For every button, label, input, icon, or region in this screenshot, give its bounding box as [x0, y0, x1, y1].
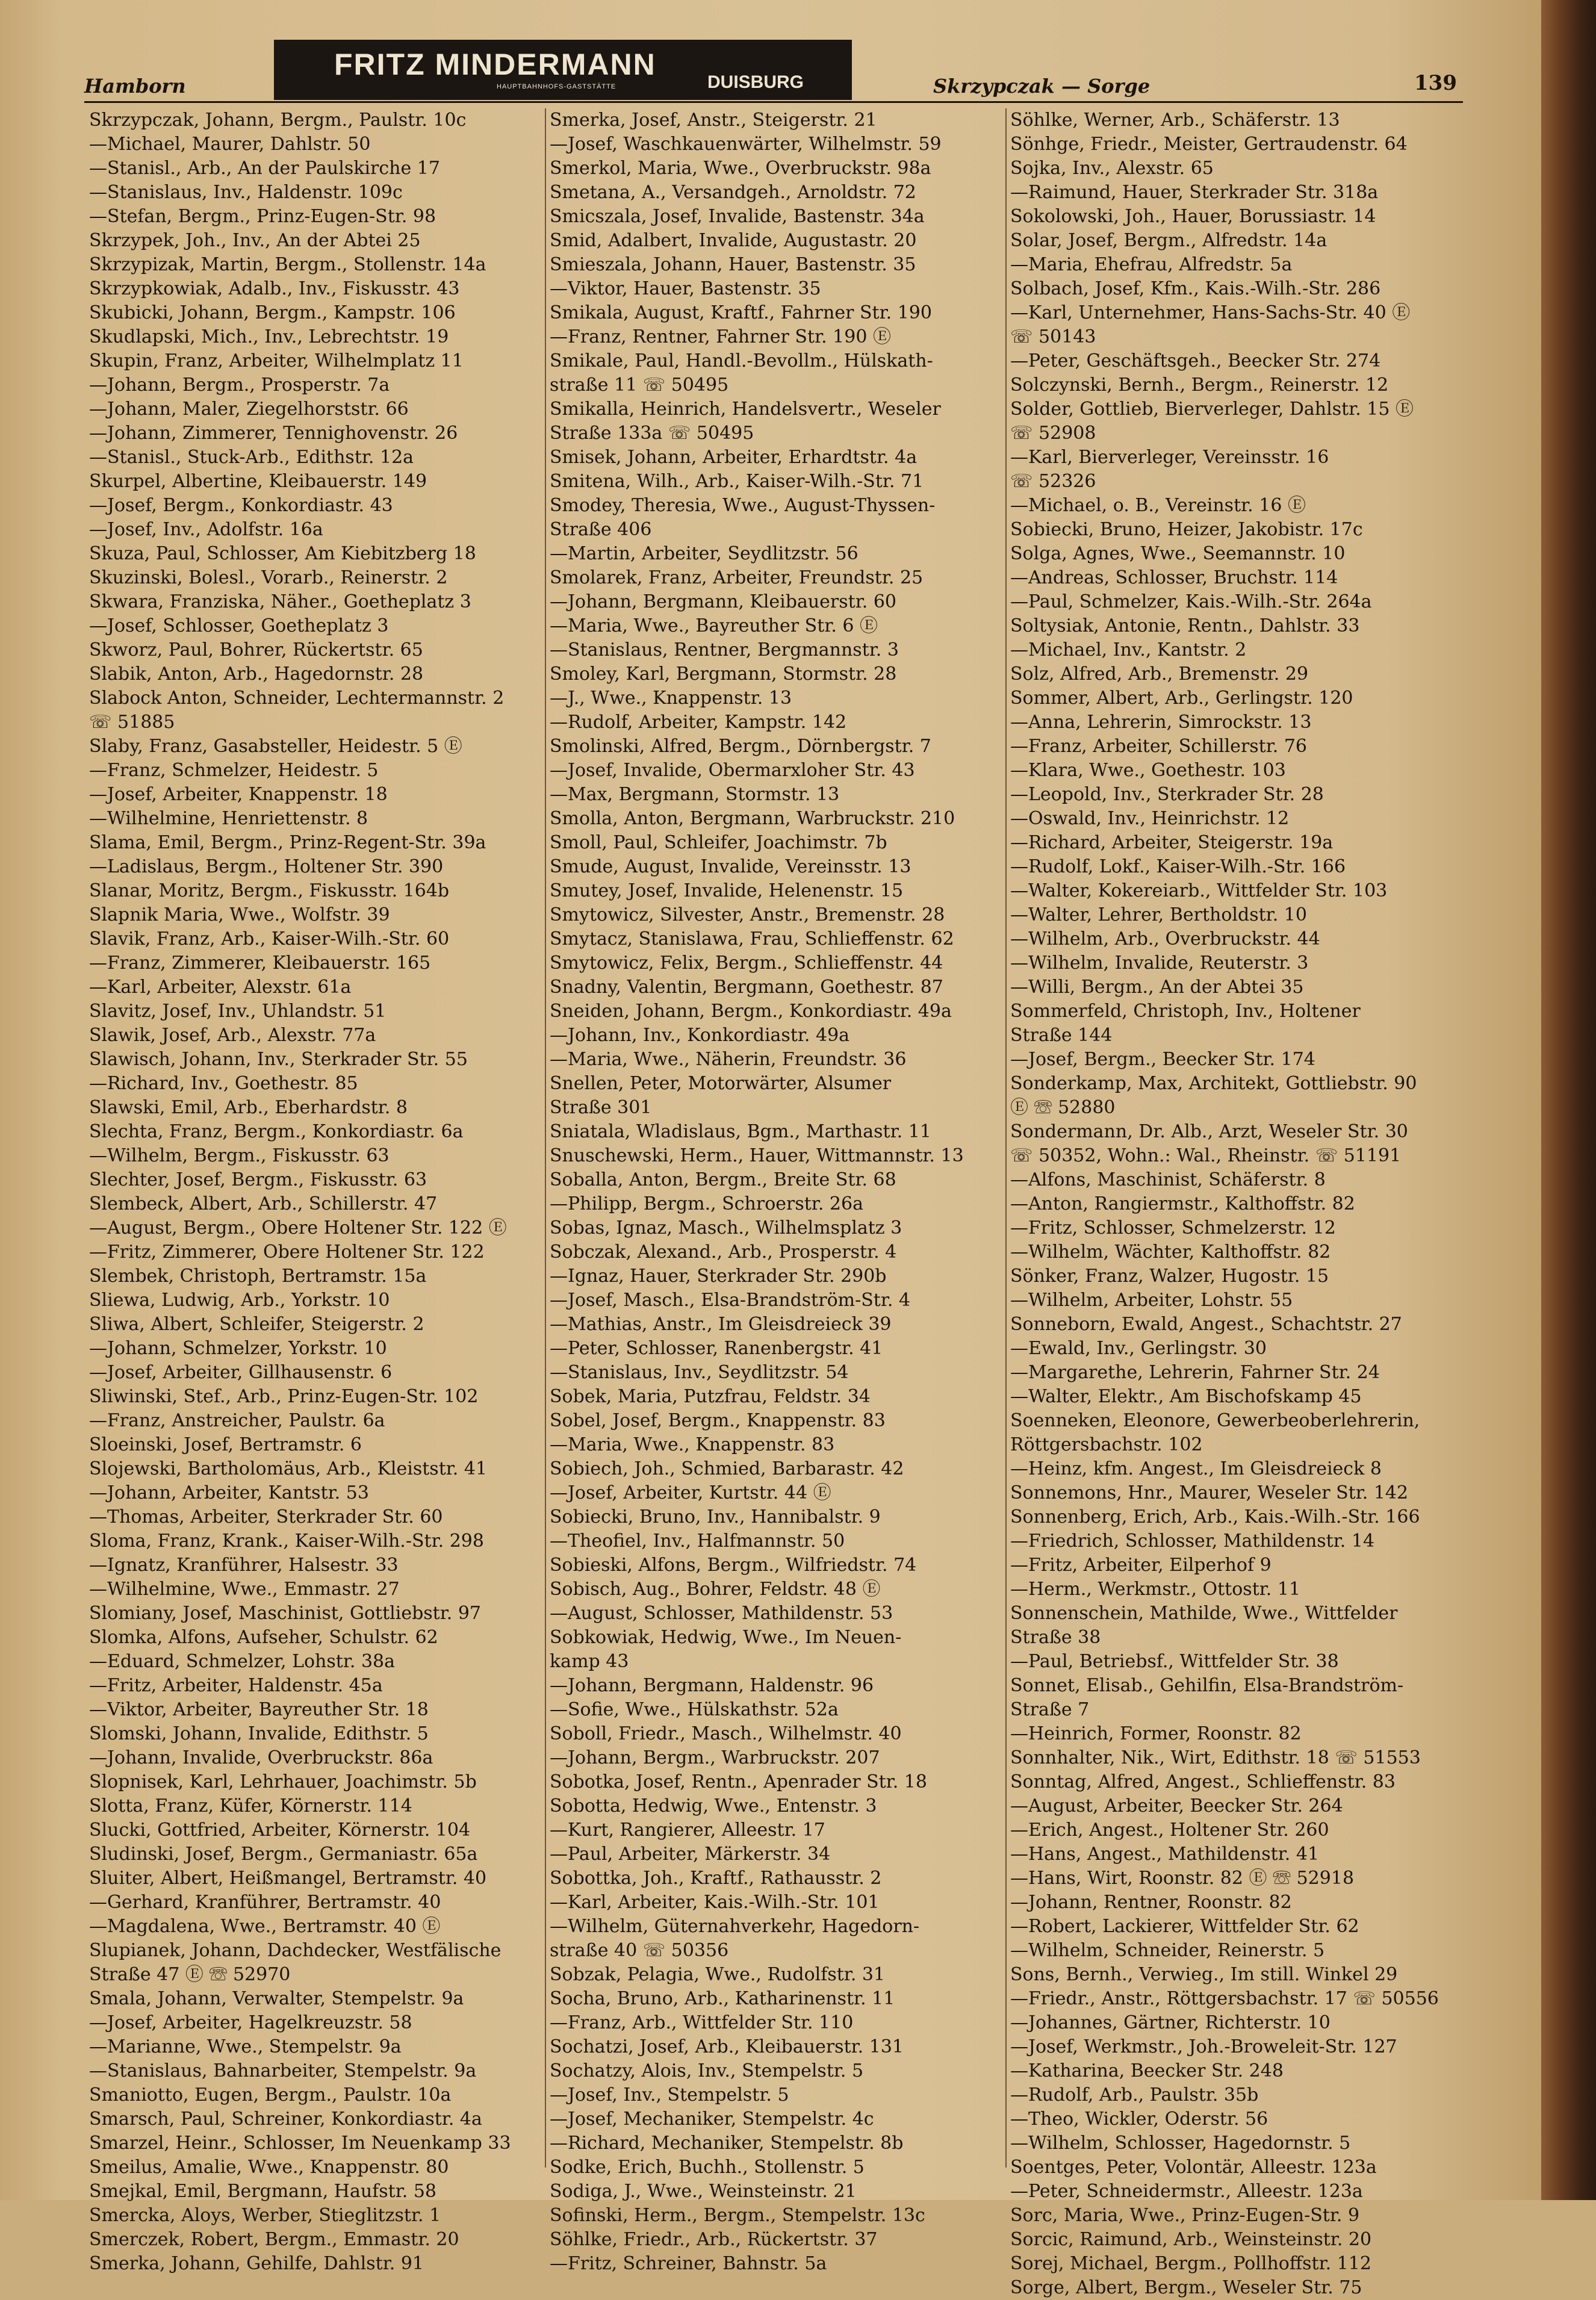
- directory-entry: Sofinski, Herm., Bergm., Stempelstr. 13c: [550, 2205, 925, 2226]
- directory-entry: —Ignatz, Kranführer, Halsestr. 33: [89, 1555, 399, 1576]
- directory-entry: kamp 43: [550, 1651, 629, 1672]
- directory-column-1: [89, 108, 547, 2276]
- directory-entry: Slechter, Josef, Bergm., Fiskusstr. 63: [89, 1169, 427, 1190]
- directory-entry: Smetana, A., Versandgeh., Arnoldstr. 72: [550, 182, 916, 203]
- directory-entry: Smicszala, Josef, Invalide, Bastenstr. 34a: [550, 206, 925, 227]
- directory-entry: —Johann, Inv., Konkordiastr. 49a: [550, 1025, 850, 1046]
- directory-entry: Smercka, Aloys, Werber, Stieglitzstr. 1: [89, 2205, 441, 2226]
- directory-entry: Sonnenschein, Mathilde, Wwe., Wittfelder: [1010, 1603, 1398, 1624]
- directory-entry: —Johann, Invalide, Overbruckstr. 86a: [89, 1747, 433, 1768]
- directory-entry: Sonnemons, Hnr., Maurer, Weseler Str. 142: [1010, 1482, 1409, 1503]
- directory-entry: Smejkal, Emil, Bergmann, Haufstr. 58: [89, 2181, 437, 2202]
- directory-entry: —Josef, Mechaniker, Stempelstr. 4c: [550, 2109, 874, 2130]
- directory-entry: —Ignaz, Hauer, Sterkrader Str. 290b: [550, 1266, 887, 1287]
- directory-entry: Sonneborn, Ewald, Angest., Schachtstr. 27: [1010, 1314, 1402, 1335]
- directory-entry: —Fritz, Schlosser, Schmelzerstr. 12: [1010, 1217, 1336, 1239]
- directory-entry: —Wilhelm, Arbeiter, Lohstr. 55: [1010, 1290, 1293, 1311]
- directory-entry: —Raimund, Hauer, Sterkrader Str. 318a: [1010, 182, 1379, 203]
- directory-entry: Skuza, Paul, Schlosser, Am Kiebitzberg 18: [89, 543, 476, 564]
- directory-entry: Smytowicz, Felix, Bergm., Schlieffenstr. 44: [550, 953, 943, 974]
- directory-entry: —Heinz, kfm. Angest., Im Gleisdreieck 8: [1010, 1458, 1382, 1479]
- directory-entry: —Wilhelm, Wächter, Kalthoffstr. 82: [1010, 1242, 1331, 1263]
- directory-entry: Smid, Adalbert, Invalide, Augustastr. 20: [550, 230, 917, 251]
- directory-entry: straße 11 ☏ 50495: [550, 375, 729, 396]
- directory-entry: —Franz, Zimmerer, Kleibauerstr. 165: [89, 953, 431, 974]
- directory-entry: —Erich, Angest., Holtener Str. 260: [1010, 1820, 1329, 1841]
- directory-entry: —Magdalena, Wwe., Bertramstr. 40 Ⓔ: [89, 1916, 441, 1937]
- directory-entry: —Franz, Arb., Wittfelder Str. 110: [550, 2012, 854, 2033]
- directory-entry: —Fritz, Schreiner, Bahnstr. 5a: [550, 2253, 827, 2274]
- directory-entry: —Sofie, Wwe., Hülskathstr. 52a: [550, 1699, 839, 1720]
- directory-entry: —Wilhelmine, Wwe., Emmastr. 27: [89, 1579, 400, 1600]
- directory-entry: Sniatala, Wladislaus, Bgm., Marthastr. 11: [550, 1121, 931, 1142]
- directory-entry: —Katharina, Beecker Str. 248: [1010, 2060, 1284, 2081]
- directory-entry: Skudlapski, Mich., Inv., Lebrechtstr. 19: [89, 326, 449, 347]
- directory-entry: —Richard, Inv., Goethestr. 85: [89, 1073, 358, 1094]
- directory-entry: —Johannes, Gärtner, Richterstr. 10: [1010, 2012, 1331, 2033]
- directory-entry: Slopnisek, Karl, Lehrhauer, Joachimstr. 5b: [89, 1771, 477, 1792]
- directory-column-2: [550, 108, 1007, 2276]
- directory-entry: Sokolowski, Joh., Hauer, Borussiastr. 14: [1010, 206, 1376, 227]
- directory-entry: Slapnik Maria, Wwe., Wolfstr. 39: [89, 904, 390, 925]
- directory-entry: —Wilhelm, Schlosser, Hagedornstr. 5: [1010, 2133, 1351, 2154]
- directory-entry: Röttgersbachstr. 102: [1010, 1434, 1203, 1455]
- directory-entry: Skurpel, Albertine, Kleibauerstr. 149: [89, 471, 427, 492]
- directory-entry: —Rudolf, Arbeiter, Kampstr. 142: [550, 712, 847, 733]
- directory-entry: Sochatzi, Josef, Arb., Kleibauerstr. 131: [550, 2036, 904, 2057]
- directory-entry: Sommerfeld, Christoph, Inv., Holtener: [1010, 1001, 1361, 1022]
- directory-entry: —Karl, Arbeiter, Kais.-Wilh.-Str. 101: [550, 1892, 880, 1913]
- directory-entry: —Theo, Wickler, Oderstr. 56: [1010, 2109, 1268, 2130]
- directory-entry: Sons, Bernh., Verwieg., Im still. Winkel 29: [1010, 1964, 1398, 1985]
- directory-entry: straße 40 ☏ 50356: [550, 1940, 729, 1961]
- directory-entry: Straße 38: [1010, 1627, 1101, 1648]
- directory-entry: Skrzypizak, Martin, Bergm., Stollenstr. 14a: [89, 254, 486, 275]
- directory-entry: Smodey, Theresia, Wwe., August-Thyssen-: [550, 495, 936, 516]
- directory-entry: Straße 133a ☏ 50495: [550, 423, 754, 444]
- directory-entry: Smieszala, Johann, Hauer, Bastenstr. 35: [550, 254, 916, 275]
- directory-entry: Slomka, Alfons, Aufseher, Schulstr. 62: [89, 1627, 438, 1648]
- directory-entry: Smytowicz, Silvester, Anstr., Bremenstr. 28: [550, 904, 945, 925]
- directory-entry: Sobiecki, Bruno, Inv., Hannibalstr. 9: [550, 1506, 881, 1528]
- directory-entry: Soentges, Peter, Volontär, Alleestr. 123a: [1010, 2157, 1377, 2178]
- directory-entry: —Max, Bergmann, Stormstr. 13: [550, 784, 840, 805]
- directory-entry: Söhlke, Friedr., Arb., Rückertstr. 37: [550, 2229, 878, 2250]
- directory-entry: —Peter, Schneidermstr., Alleestr. 123a: [1010, 2181, 1363, 2202]
- directory-entry: —Michael, Inv., Kantstr. 2: [1010, 639, 1247, 660]
- directory-entry: Skwara, Franziska, Näher., Goetheplatz 3: [89, 591, 471, 612]
- directory-entry: Sobiech, Joh., Schmied, Barbarastr. 42: [550, 1458, 904, 1479]
- directory-entry: Smarzel, Heinr., Schlosser, Im Neuenkamp 33: [89, 2133, 511, 2154]
- directory-entry: —Josef, Waschkauenwärter, Wilhelmstr. 59: [550, 134, 942, 155]
- directory-entry: —Thomas, Arbeiter, Sterkrader Str. 60: [89, 1506, 443, 1528]
- directory-entry: Sorcic, Raimund, Arb., Weinsteinstr. 20: [1010, 2229, 1372, 2250]
- directory-entry: —Wilhelm, Güternahverkehr, Hagedorn-: [550, 1916, 920, 1937]
- directory-entry: —Wilhelm, Schneider, Reinerstr. 5: [1010, 1940, 1325, 1961]
- directory-entry: Slucki, Gottfried, Arbeiter, Körnerstr. 104: [89, 1820, 471, 1841]
- directory-entry: —Karl, Unternehmer, Hans-Sachs-Str. 40 Ⓔ: [1010, 302, 1411, 323]
- directory-entry: Smeilus, Amalie, Wwe., Knappenstr. 80: [89, 2157, 449, 2178]
- directory-entry: Socha, Bruno, Arb., Katharinenstr. 11: [550, 1988, 895, 2009]
- directory-entry: —Alfons, Maschinist, Schäferstr. 8: [1010, 1169, 1326, 1190]
- directory-entry: —Karl, Bierverleger, Vereinsstr. 16: [1010, 447, 1329, 468]
- directory-entry: —Josef, Arbeiter, Kurtstr. 44 Ⓔ: [550, 1482, 831, 1503]
- directory-entry: —Richard, Mechaniker, Stempelstr. 8b: [550, 2133, 904, 2154]
- directory-entry: Slupianek, Johann, Dachdecker, Westfälische: [89, 1940, 501, 1961]
- directory-entry: Smikalla, Heinrich, Handelsvertr., Weseler: [550, 399, 941, 420]
- directory-entry: Sobisch, Aug., Bohrer, Feldstr. 48 Ⓔ: [550, 1579, 881, 1600]
- directory-entry: Soballa, Anton, Bergm., Breite Str. 68: [550, 1169, 896, 1190]
- directory-entry: —Wilhelm, Bergm., Fiskusstr. 63: [89, 1145, 390, 1166]
- directory-entry: Solga, Agnes, Wwe., Seemannstr. 10: [1010, 543, 1346, 564]
- directory-entry: Smude, August, Invalide, Vereinsstr. 13: [550, 856, 911, 877]
- directory-entry: —Maria, Wwe., Knappenstr. 83: [550, 1434, 835, 1455]
- directory-entry: —Richard, Arbeiter, Steigerstr. 19a: [1010, 832, 1334, 853]
- directory-entry: —Josef, Arbeiter, Knappenstr. 18: [89, 784, 388, 805]
- directory-entry: —Josef, Invalide, Obermarxloher Str. 43: [550, 760, 915, 781]
- directory-entry: Slomski, Johann, Invalide, Edithstr. 5: [89, 1723, 429, 1744]
- directory-entry: —Gerhard, Kranführer, Bertramstr. 40: [89, 1892, 441, 1913]
- directory-entry: Sommer, Albert, Arb., Gerlingstr. 120: [1010, 688, 1353, 709]
- directory-entry: —Josef, Bergm., Beecker Str. 174: [1010, 1049, 1315, 1070]
- directory-entry: Sobottka, Joh., Kraftf., Rathausstr. 2: [550, 1868, 882, 1889]
- running-head-left: Hamborn: [84, 75, 186, 98]
- directory-entry: —Mathias, Anstr., Im Gleisdreieck 39: [550, 1314, 892, 1335]
- directory-entry: —Fritz, Arbeiter, Eilperhof 9: [1010, 1555, 1272, 1576]
- directory-entry: Smoll, Paul, Schleifer, Joachimstr. 7b: [550, 832, 887, 853]
- directory-entry: Sluiter, Albert, Heißmangel, Bertramstr. 40: [89, 1868, 487, 1889]
- directory-entry: Solz, Alfred, Arb., Bremenstr. 29: [1010, 664, 1309, 685]
- directory-entry: Slechta, Franz, Bergm., Konkordiastr. 6a: [89, 1121, 464, 1142]
- directory-entry: Ⓔ ☏ 52880: [1010, 1097, 1116, 1118]
- directory-entry: —Franz, Schmelzer, Heidestr. 5: [89, 760, 379, 781]
- directory-entry: —Stefan, Bergm., Prinz-Eugen-Str. 98: [89, 206, 436, 227]
- directory-entry: —Friedr., Anstr., Röttgersbachstr. 17 ☏ 50556: [1010, 1988, 1439, 2009]
- directory-entry: Sonderkamp, Max, Architekt, Gottliebstr. 90: [1010, 1073, 1417, 1094]
- directory-entry: Skworz, Paul, Bohrer, Rückertstr. 65: [89, 639, 423, 660]
- directory-entry: Slembeck, Albert, Arb., Schillerstr. 47: [89, 1193, 438, 1214]
- directory-entry: —Johann, Bergm., Prosperstr. 7a: [89, 375, 390, 396]
- directory-entry: Sobek, Maria, Putzfrau, Feldstr. 34: [550, 1386, 871, 1407]
- directory-entry: —Willi, Bergm., An der Abtei 35: [1010, 977, 1304, 998]
- directory-entry: Slabock Anton, Schneider, Lechtermannstr. 2: [89, 688, 505, 709]
- directory-entry: Smikale, Paul, Handl.-Bevollm., Hülskath-: [550, 350, 933, 371]
- directory-entry: Slomiany, Josef, Maschinist, Gottliebstr. 97: [89, 1603, 482, 1624]
- directory-entry: —Stanisl., Arb., An der Paulskirche 17: [89, 158, 440, 179]
- directory-entry: Slavik, Franz, Arb., Kaiser-Wilh.-Str. 60: [89, 928, 450, 950]
- advertisement-banner: [274, 40, 852, 100]
- directory-entry: Slojewski, Bartholomäus, Arb., Kleiststr. 41: [89, 1458, 488, 1479]
- directory-entry: Snuschewski, Herm., Hauer, Wittmannstr. 13: [550, 1145, 964, 1166]
- directory-entry: —Anna, Lehrerin, Simrockstr. 13: [1010, 712, 1312, 733]
- directory-entry: Sodiga, J., Wwe., Weinsteinstr. 21: [550, 2181, 857, 2202]
- directory-entry: Snellen, Peter, Motorwärter, Alsumer: [550, 1073, 892, 1094]
- directory-entry: —Josef, Werkmstr., Joh.-Broweleit-Str. 127: [1010, 2036, 1397, 2057]
- directory-entry: ☏ 50143: [1010, 326, 1096, 347]
- directory-entry: —Wilhelm, Arb., Overbruckstr. 44: [1010, 928, 1320, 950]
- directory-entry: —Theofiel, Inv., Halfmannstr. 50: [550, 1531, 845, 1552]
- directory-entry: —Viktor, Arbeiter, Bayreuther Str. 18: [89, 1699, 429, 1720]
- directory-entry: Smarsch, Paul, Schreiner, Konkordiastr. 4a: [89, 2109, 482, 2130]
- directory-entry: Sobotta, Hedwig, Wwe., Entenstr. 3: [550, 1795, 877, 1817]
- directory-entry: ☏ 52908: [1010, 423, 1096, 444]
- directory-entry: —Maria, Wwe., Bayreuther Str. 6 Ⓔ: [550, 615, 878, 636]
- directory-entry: —Franz, Arbeiter, Schillerstr. 76: [1010, 736, 1308, 757]
- directory-entry: Sochatzy, Alois, Inv., Stempelstr. 5: [550, 2060, 864, 2081]
- directory-entry: Sliwa, Albert, Schleifer, Steigerstr. 2: [89, 1314, 424, 1335]
- directory-entry: —Friedrich, Schlosser, Mathildenstr. 14: [1010, 1531, 1375, 1552]
- directory-entry: Straße 7: [1010, 1699, 1090, 1720]
- directory-entry: Sobzak, Pelagia, Wwe., Rudolfstr. 31: [550, 1964, 886, 1985]
- directory-entry: —Eduard, Schmelzer, Lohstr. 38a: [89, 1651, 396, 1672]
- directory-entry: Skrzypek, Joh., Inv., An der Abtei 25: [89, 230, 421, 251]
- book-spine: [1541, 0, 1596, 2200]
- directory-entry: Smerka, Josef, Anstr., Steigerstr. 21: [550, 110, 877, 131]
- directory-entry: Slotta, Franz, Küfer, Körnerstr. 114: [89, 1795, 412, 1817]
- directory-entry: ☏ 52326: [1010, 471, 1096, 492]
- directory-entry: Sorej, Michael, Bergm., Pollhoffstr. 112: [1010, 2253, 1371, 2274]
- directory-entry: —Kurt, Rangierer, Alleestr. 17: [550, 1820, 825, 1841]
- directory-entry: —Philipp, Bergm., Schroerstr. 26a: [550, 1193, 863, 1214]
- directory-entry: Smolarek, Franz, Arbeiter, Freundstr. 25: [550, 567, 924, 588]
- directory-entry: —Marianne, Wwe., Stempelstr. 9a: [89, 2036, 402, 2057]
- directory-entry: Smikala, August, Kraftf., Fahrner Str. 190: [550, 302, 932, 323]
- directory-entry: —Fritz, Zimmerer, Obere Holtener Str. 122: [89, 1242, 485, 1263]
- directory-entry: Skuzinski, Bolesl., Vorarb., Reinerstr. 2: [89, 567, 448, 588]
- directory-entry: —Paul, Schmelzer, Kais.-Wilh.-Str. 264a: [1010, 591, 1372, 612]
- directory-entry: Soltysiak, Antonie, Rentn., Dahlstr. 33: [1010, 615, 1360, 636]
- directory-entry: —Johann, Maler, Ziegelhorststr. 66: [89, 399, 409, 420]
- directory-entry: —Walter, Lehrer, Bertholdstr. 10: [1010, 904, 1307, 925]
- directory-entry: —Josef, Arbeiter, Gillhausenstr. 6: [89, 1362, 393, 1383]
- directory-entry: —Maria, Ehefrau, Alfredstr. 5a: [1010, 254, 1293, 275]
- directory-entry: —Herm., Werkmstr., Ottostr. 11: [1010, 1579, 1301, 1600]
- directory-entry: Slabik, Anton, Arb., Hagedornstr. 28: [89, 664, 424, 685]
- directory-entry: Sobkowiak, Hedwig, Wwe., Im Neuen-: [550, 1627, 902, 1648]
- directory-entry: Sorge, Albert, Bergm., Weseler Str. 75: [1010, 2277, 1362, 2298]
- directory-entry: —August, Arbeiter, Beecker Str. 264: [1010, 1795, 1343, 1817]
- directory-entry: Sonnhalter, Nik., Wirt, Edithstr. 18 ☏ 51553: [1010, 1747, 1421, 1768]
- directory-entry: —Ewald, Inv., Gerlingstr. 30: [1010, 1338, 1267, 1359]
- directory-entry: —Paul, Betriebsf., Wittfelder Str. 38: [1010, 1651, 1339, 1672]
- directory-entry: —Johann, Bergm., Warbruckstr. 207: [550, 1747, 880, 1768]
- directory-entry: Sönker, Franz, Walzer, Hugostr. 15: [1010, 1266, 1329, 1287]
- directory-entry: Smerczek, Robert, Bergm., Emmastr. 20: [89, 2229, 459, 2250]
- directory-columns: [89, 108, 1474, 2298]
- directory-entry: —Johann, Arbeiter, Kantstr. 53: [89, 1482, 369, 1503]
- directory-entry: Straße 144: [1010, 1025, 1113, 1046]
- directory-entry: —Stanislaus, Bahnarbeiter, Stempelstr. 9a: [89, 2060, 477, 2081]
- directory-entry: —Johann, Bergmann, Haldenstr. 96: [550, 1675, 874, 1696]
- directory-entry: Sobiecki, Bruno, Heizer, Jakobistr. 17c: [1010, 519, 1363, 540]
- directory-entry: Slanar, Moritz, Bergm., Fiskusstr. 164b: [89, 880, 450, 901]
- directory-entry: Sliewa, Ludwig, Arb., Yorkstr. 10: [89, 1290, 390, 1311]
- directory-entry: —Johann, Schmelzer, Yorkstr. 10: [89, 1338, 387, 1359]
- banner-city: DUISBURG: [707, 72, 804, 92]
- directory-entry: —Stanisl., Stuck-Arb., Edithstr. 12a: [89, 447, 414, 468]
- directory-entry: —Hans, Angest., Mathildenstr. 41: [1010, 1844, 1320, 1865]
- directory-entry: —Stanislaus, Rentner, Bergmannstr. 3: [550, 639, 899, 660]
- directory-entry: Smerkol, Maria, Wwe., Overbruckstr. 98a: [550, 158, 931, 179]
- directory-entry: —Margarethe, Lehrerin, Fahrner Str. 24: [1010, 1362, 1380, 1383]
- directory-entry: —August, Bergm., Obere Holtener Str. 122 Ⓔ: [89, 1217, 507, 1239]
- directory-entry: Sönhge, Friedr., Meister, Gertraudenstr. 64: [1010, 134, 1408, 155]
- directory-entry: Sobczak, Alexand., Arb., Prosperstr. 4: [550, 1242, 897, 1263]
- directory-entry: —Paul, Arbeiter, Märkerstr. 34: [550, 1844, 831, 1865]
- directory-entry: —Stanislaus, Inv., Seydlitzstr. 54: [550, 1362, 849, 1383]
- directory-entry: —Robert, Lackierer, Wittfelder Str. 62: [1010, 1916, 1359, 1937]
- directory-entry: Straße 47 Ⓔ ☏ 52970: [89, 1964, 291, 1985]
- directory-entry: —Martin, Arbeiter, Seydlitzstr. 56: [550, 543, 859, 564]
- directory-entry: —Stanislaus, Inv., Haldenstr. 109c: [89, 182, 403, 203]
- directory-entry: —Josef, Masch., Elsa-Brandström-Str. 4: [550, 1290, 911, 1311]
- directory-entry: Sonntag, Alfred, Angest., Schlieffenstr. 83: [1010, 1771, 1396, 1792]
- directory-entry: Sobas, Ignaz, Masch., Wilhelmsplatz 3: [550, 1217, 902, 1239]
- directory-entry: —Walter, Kokereiarb., Wittfelder Str. 103: [1010, 880, 1388, 901]
- directory-entry: Slembek, Christoph, Bertramstr. 15a: [89, 1266, 427, 1287]
- directory-entry: —Rudolf, Lokf., Kaiser-Wilh.-Str. 166: [1010, 856, 1346, 877]
- banner-brand: FRITZ MINDERMANN: [334, 48, 656, 81]
- directory-entry: Solder, Gottlieb, Bierverleger, Dahlstr. 15 Ⓔ: [1010, 399, 1414, 420]
- directory-entry: —Michael, Maurer, Dahlstr. 50: [89, 134, 371, 155]
- directory-entry: Sneiden, Johann, Bergm., Konkordiastr. 49a: [550, 1001, 952, 1022]
- directory-entry: Slawik, Josef, Arb., Alexstr. 77a: [89, 1025, 376, 1046]
- directory-entry: —August, Schlosser, Mathildenstr. 53: [550, 1603, 893, 1624]
- directory-entry: Slaby, Franz, Gasabsteller, Heidestr. 5 Ⓔ: [89, 736, 462, 757]
- running-head-right: Skrzypczak — Sorge: [933, 75, 1150, 98]
- directory-entry: Solar, Josef, Bergm., Alfredstr. 14a: [1010, 230, 1327, 251]
- directory-entry: Sloeinski, Josef, Bertramstr. 6: [89, 1434, 362, 1455]
- page-header: [84, 40, 1469, 106]
- directory-entry: —Franz, Anstreicher, Paulstr. 6a: [89, 1410, 385, 1431]
- directory-entry: Sobotka, Josef, Rentn., Apenrader Str. 18: [550, 1771, 927, 1792]
- directory-entry: —Maria, Wwe., Näherin, Freundstr. 36: [550, 1049, 907, 1070]
- directory-entry: —Heinrich, Former, Roonstr. 82: [1010, 1723, 1302, 1744]
- directory-entry: —Josef, Inv., Stempelstr. 5: [550, 2084, 789, 2106]
- directory-entry: Soenneken, Eleonore, Gewerbeoberlehrerin,: [1010, 1410, 1420, 1431]
- directory-entry: —Viktor, Hauer, Bastenstr. 35: [550, 278, 821, 299]
- directory-entry: Sludinski, Josef, Bergm., Germaniastr. 65a: [89, 1844, 478, 1865]
- directory-entry: —Anton, Rangiermstr., Kalthoffstr. 82: [1010, 1193, 1355, 1214]
- banner-subtitle: HAUPTBAHNHOFS-GASTSTÄTTE: [497, 83, 616, 90]
- directory-entry: Smerka, Johann, Gehilfe, Dahlstr. 91: [89, 2253, 424, 2274]
- directory-entry: Sloma, Franz, Krank., Kaiser-Wilh.-Str. 298: [89, 1531, 484, 1552]
- directory-entry: ☏ 51885: [89, 712, 175, 733]
- directory-entry: —Josef, Schlosser, Goetheplatz 3: [89, 615, 389, 636]
- directory-entry: —Franz, Rentner, Fahrner Str. 190 Ⓔ: [550, 326, 891, 347]
- directory-entry: Sodke, Erich, Buchh., Stollenstr. 5: [550, 2157, 865, 2178]
- directory-entry: —Leopold, Inv., Sterkrader Str. 28: [1010, 784, 1324, 805]
- directory-entry: Sorc, Maria, Wwe., Prinz-Eugen-Str. 9: [1010, 2205, 1360, 2226]
- directory-entry: —Walter, Elektr., Am Bischofskamp 45: [1010, 1386, 1362, 1407]
- directory-entry: ☏ 50352, Wohn.: Wal., Rheinstr. ☏ 51191: [1010, 1145, 1402, 1166]
- directory-entry: Skrzypkowiak, Adalb., Inv., Fiskusstr. 43: [89, 278, 460, 299]
- page-number: 139: [1414, 71, 1457, 95]
- directory-entry: —Johann, Rentner, Roonstr. 82: [1010, 1892, 1292, 1913]
- directory-entry: Smala, Johann, Verwalter, Stempelstr. 9a: [89, 1988, 464, 2009]
- directory-entry: Sobel, Josef, Bergm., Knappenstr. 83: [550, 1410, 886, 1431]
- directory-entry: —Josef, Arbeiter, Hagelkreuzstr. 58: [89, 2012, 412, 2033]
- directory-entry: —J., Wwe., Knappenstr. 13: [550, 688, 792, 709]
- directory-entry: Slawisch, Johann, Inv., Sterkrader Str. 55: [89, 1049, 468, 1070]
- directory-entry: —Fritz, Arbeiter, Haldenstr. 45a: [89, 1675, 383, 1696]
- directory-entry: Snadny, Valentin, Bergmann, Goethestr. 87: [550, 977, 943, 998]
- directory-entry: Straße 406: [550, 519, 652, 540]
- directory-entry: Smolla, Anton, Bergmann, Warbruckstr. 210: [550, 808, 955, 829]
- directory-entry: Skubicki, Johann, Bergm., Kampstr. 106: [89, 302, 456, 323]
- directory-entry: —Wilhelmine, Henriettenstr. 8: [89, 808, 368, 829]
- directory-entry: Soboll, Friedr., Masch., Wilhelmstr. 40: [550, 1723, 902, 1744]
- directory-entry: —Wilhelm, Invalide, Reuterstr. 3: [1010, 953, 1309, 974]
- directory-entry: Slama, Emil, Bergm., Prinz-Regent-Str. 39a: [89, 832, 486, 853]
- directory-entry: —Oswald, Inv., Heinrichstr. 12: [1010, 808, 1290, 829]
- directory-entry: Smisek, Johann, Arbeiter, Erhardtstr. 4a: [550, 447, 918, 468]
- directory-entry: —Ladislaus, Bergm., Holtener Str. 390: [89, 856, 444, 877]
- directory-entry: Söhlke, Werner, Arb., Schäferstr. 13: [1010, 110, 1340, 131]
- directory-entry: Sondermann, Dr. Alb., Arzt, Weseler Str. 30: [1010, 1121, 1408, 1142]
- directory-entry: Smutey, Josef, Invalide, Helenenstr. 15: [550, 880, 904, 901]
- directory-entry: Smolinski, Alfred, Bergm., Dörnbergstr. 7: [550, 736, 931, 757]
- directory-entry: Smitena, Wilh., Arb., Kaiser-Wilh.-Str. 71: [550, 471, 924, 492]
- directory-entry: —Andreas, Schlosser, Bruchstr. 114: [1010, 567, 1338, 588]
- directory-column-3: [1010, 108, 1468, 2300]
- directory-entry: —Karl, Arbeiter, Alexstr. 61a: [89, 977, 352, 998]
- directory-entry: —Josef, Bergm., Konkordiastr. 43: [89, 495, 393, 516]
- directory-entry: —Rudolf, Arb., Paulstr. 35b: [1010, 2084, 1259, 2106]
- directory-entry: Sonnenberg, Erich, Arb., Kais.-Wilh.-Str. 166: [1010, 1506, 1420, 1528]
- directory-entry: —Michael, o. B., Vereinstr. 16 Ⓔ: [1010, 495, 1306, 516]
- directory-entry: Smaniotto, Eugen, Bergm., Paulstr. 10a: [89, 2084, 452, 2106]
- directory-entry: Solczynski, Bernh., Bergm., Reinerstr. 12: [1010, 375, 1389, 396]
- directory-entry: Skrzypczak, Johann, Bergm., Paulstr. 10c: [89, 110, 467, 131]
- directory-entry: —Peter, Schlosser, Ranenbergstr. 41: [550, 1338, 883, 1359]
- directory-entry: —Peter, Geschäftsgeh., Beecker Str. 274: [1010, 350, 1381, 371]
- directory-entry: Sonnet, Elisab., Gehilfin, Elsa-Brandström-: [1010, 1675, 1404, 1696]
- directory-entry: Sobieski, Alfons, Bergm., Wilfriedstr. 74: [550, 1555, 917, 1576]
- directory-entry: Sliwinski, Stef., Arb., Prinz-Eugen-Str. 102: [89, 1386, 479, 1407]
- directory-entry: Smoley, Karl, Bergmann, Stormstr. 28: [550, 664, 897, 685]
- directory-entry: Skupin, Franz, Arbeiter, Wilhelmplatz 11: [89, 350, 464, 371]
- directory-entry: —Josef, Inv., Adolfstr. 16a: [89, 519, 323, 540]
- directory-entry: —Johann, Zimmerer, Tennighovenstr. 26: [89, 423, 458, 444]
- directory-entry: Solbach, Josef, Kfm., Kais.-Wilh.-Str. 286: [1010, 278, 1381, 299]
- directory-entry: Sojka, Inv., Alexstr. 65: [1010, 158, 1214, 179]
- directory-entry: —Johann, Bergmann, Kleibauerstr. 60: [550, 591, 897, 612]
- directory-entry: —Klara, Wwe., Goethestr. 103: [1010, 760, 1286, 781]
- directory-entry: Slavitz, Josef, Inv., Uhlandstr. 51: [89, 1001, 387, 1022]
- directory-entry: —Hans, Wirt, Roonstr. 82 Ⓔ ☏ 52918: [1010, 1868, 1355, 1889]
- directory-entry: Smytacz, Stanislawa, Frau, Schlieffenstr. 62: [550, 928, 954, 950]
- header-rule: [84, 101, 1463, 103]
- directory-entry: Slawski, Emil, Arb., Eberhardstr. 8: [89, 1097, 408, 1118]
- directory-entry: Straße 301: [550, 1097, 652, 1118]
